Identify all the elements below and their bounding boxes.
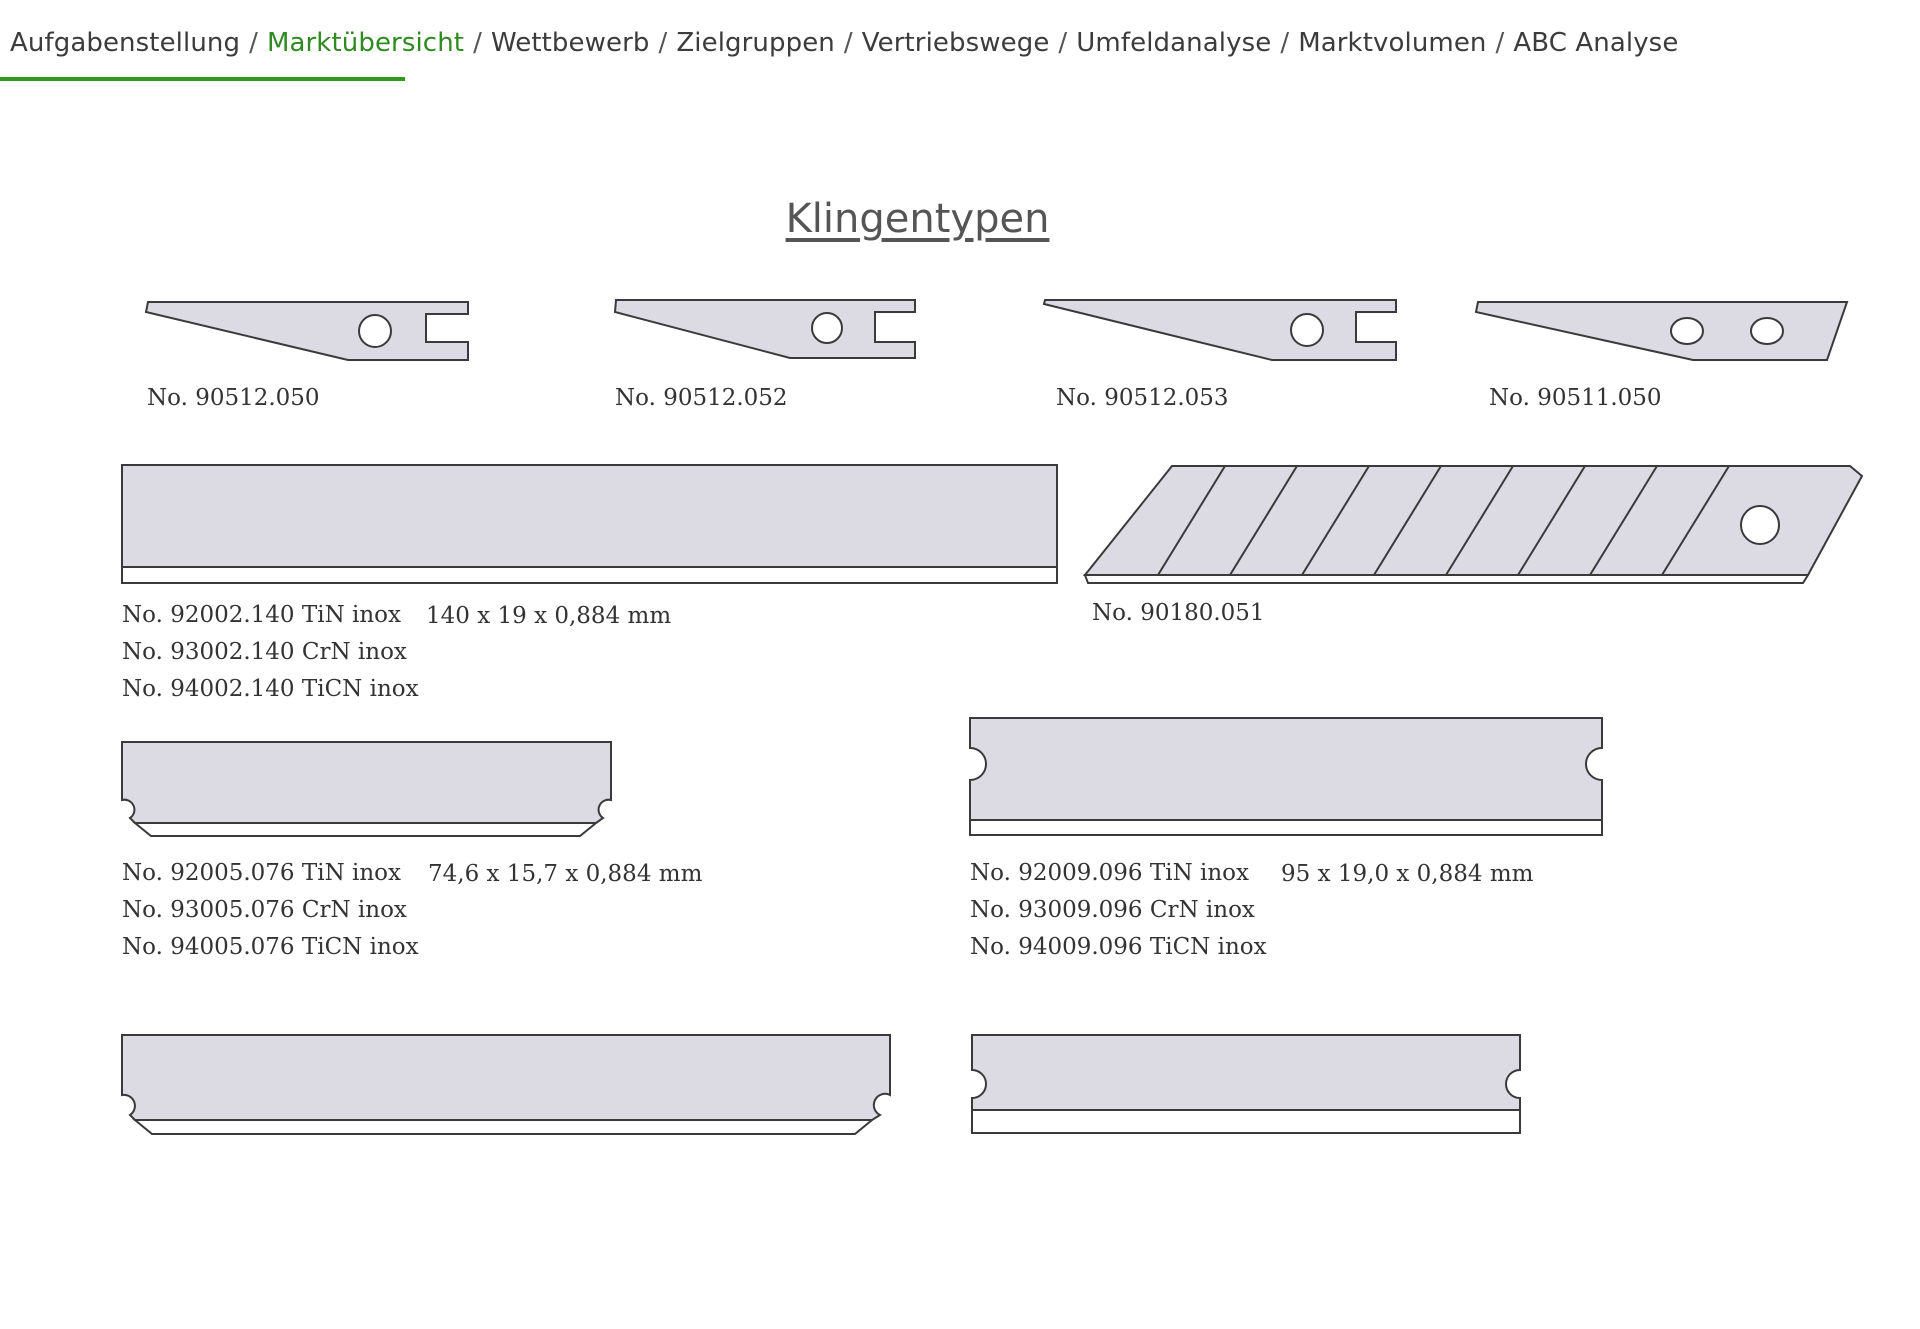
snap-off-number: No. 90180.051 <box>1092 600 1265 626</box>
nav-separator: / <box>249 28 258 58</box>
spec-line-tin: No. 92009.096 TiN inox <box>970 860 1249 886</box>
blade-number-label: No. 90512.050 <box>147 385 320 411</box>
nav-separator: / <box>1280 28 1290 58</box>
nav-separator: / <box>843 28 853 58</box>
blade-types-figure <box>70 270 1900 1150</box>
blade-drawing-notched <box>970 718 1602 835</box>
long-strip-spec <box>122 597 419 708</box>
page-title: Klingentypen <box>785 196 1050 242</box>
notched-dimensions: 95 x 19,0 x 0,884 mm <box>1281 861 1534 887</box>
active-tab-underline <box>0 77 405 81</box>
nav-item-zielgruppen[interactable]: Zielgruppen <box>676 28 835 58</box>
trapezoid-dimensions: 74,6 x 15,7 x 0,884 mm <box>428 861 703 887</box>
spec-line-crn: No. 93005.076 CrN inox <box>122 897 407 923</box>
long-strip-dimensions: 140 x 19 x 0,884 mm <box>426 603 672 629</box>
blade-drawing-90512-050 <box>146 302 468 360</box>
blade-drawing-short-notched <box>972 1035 1520 1133</box>
spec-line-crn: No. 93002.140 CrN inox <box>122 639 407 665</box>
nav-item-marktuebersicht[interactable]: Marktübersicht <box>266 28 465 58</box>
blade-drawing-90512-053 <box>1044 300 1396 360</box>
breadcrumb <box>10 28 1678 58</box>
nav-item-abc-analyse[interactable]: ABC Analyse <box>1513 28 1679 58</box>
trapezoid-spec <box>122 855 419 966</box>
blade-number-label: No. 90511.050 <box>1489 385 1662 411</box>
blade-drawing-trapezoid <box>122 742 611 836</box>
nav-item-umfeldanalyse[interactable]: Umfeldanalyse <box>1076 28 1272 58</box>
blade-drawing-long-trapezoid <box>122 1035 890 1134</box>
spec-line-ticn: No. 94005.076 TiCN inox <box>122 934 419 960</box>
blade-number-label: No. 90512.053 <box>1056 385 1229 411</box>
nav-separator: / <box>473 28 482 58</box>
spec-line-ticn: No. 94002.140 TiCN inox <box>122 676 419 702</box>
nav-separator: / <box>1058 28 1068 58</box>
blade-number-label: No. 90512.052 <box>615 385 788 411</box>
nav-separator: / <box>658 28 668 58</box>
spec-line-ticn: No. 94009.096 TiCN inox <box>970 934 1267 960</box>
nav-item-vertriebswege[interactable]: Vertriebswege <box>861 28 1050 58</box>
nav-item-aufgabenstellung[interactable]: Aufgabenstellung <box>10 28 241 58</box>
spec-line-tin: No. 92005.076 TiN inox <box>122 860 401 886</box>
notched-spec <box>970 855 1267 966</box>
blade-drawing-90511-050 <box>1476 302 1847 360</box>
nav-item-marktvolumen[interactable]: Marktvolumen <box>1298 28 1487 58</box>
spec-line-crn: No. 93009.096 CrN inox <box>970 897 1255 923</box>
blade-drawing-90512-052 <box>615 300 915 358</box>
nav-item-wettbewerb[interactable]: Wettbewerb <box>490 28 650 58</box>
nav-separator: / <box>1495 28 1505 58</box>
blade-drawing-snap-off <box>1085 466 1862 583</box>
spec-line-tin: No. 92002.140 TiN inox <box>122 602 401 628</box>
blade-drawing-long-strip <box>122 465 1057 583</box>
